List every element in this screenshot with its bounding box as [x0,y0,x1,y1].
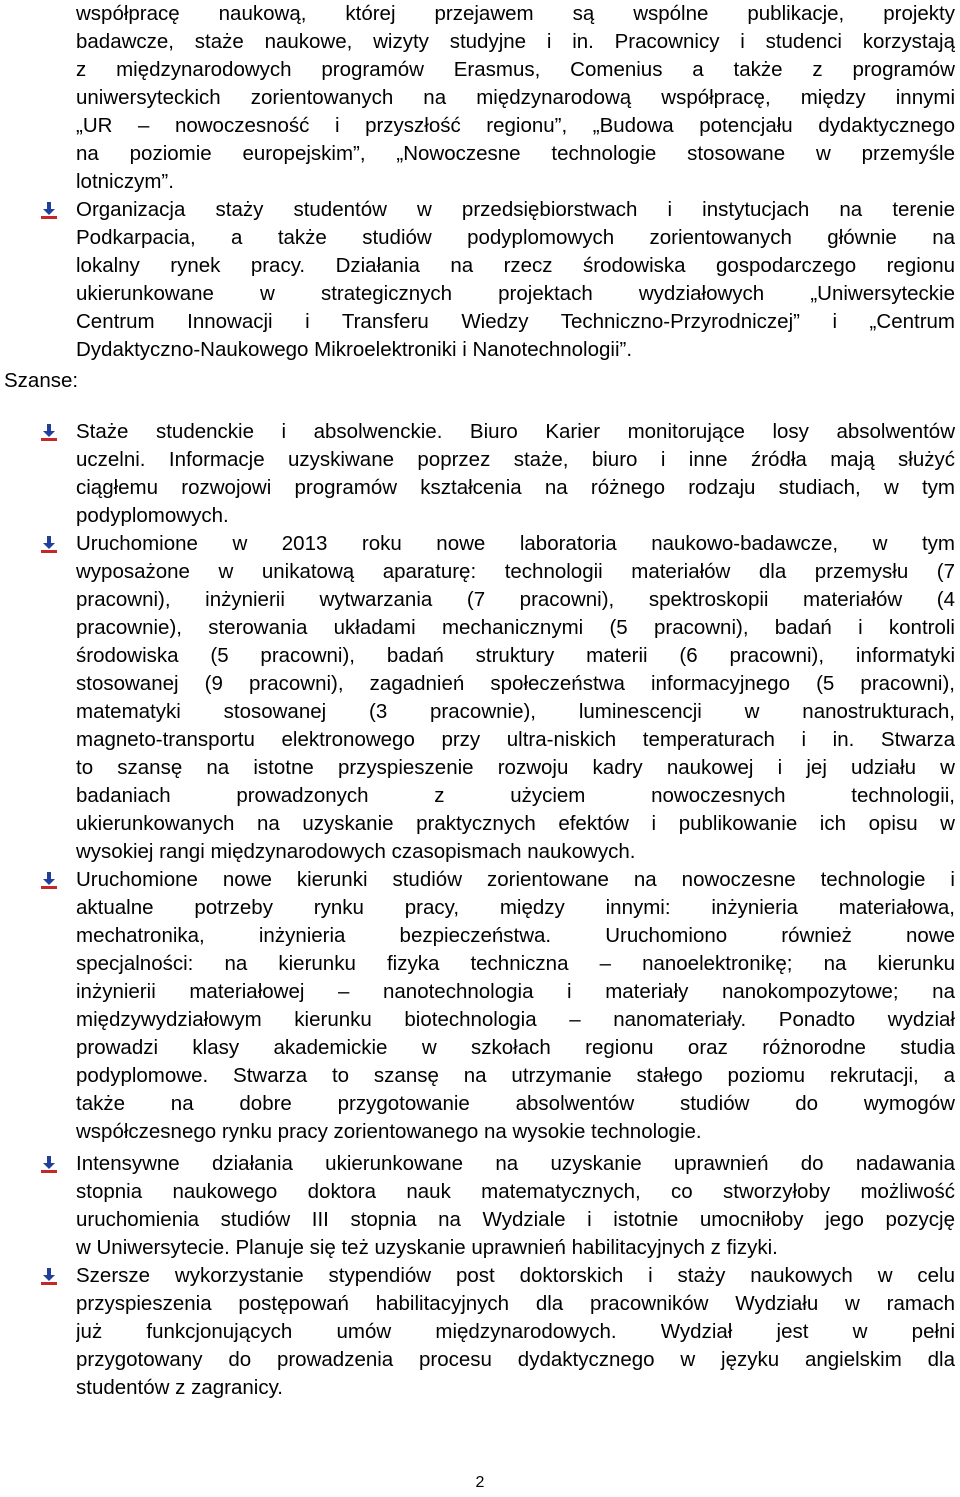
text-line: w Uniwersytecie. Planuje się też uzyskanie uprawnień habilitacyjnych z fizyki. [76,1236,778,1259]
text-line: inżynierii materiałowej – nanotechnologia i materiały nanokompozytowe; na [76,980,955,1003]
text-line: Podkarpacia, a także studiów podyplomowych zorientowanych głównie na [76,226,955,249]
text-line: Organizacja staży studentów w przedsiębiorstwach i instytucjach na terenie [76,198,955,221]
text-line: Dydaktyczno-Naukowego Mikroelektroniki i Nanotechnologii”. [76,338,633,361]
text-line: mechatronika, inżynieria bezpieczeństwa. Uruchomiono również nowe [76,924,955,947]
text-line: wyposażone w unikatową aparaturę: technologii materiałów dla przemysłu (7 [76,560,955,583]
text-line: magneto-transportu elektronowego przy ultra-niskich temperaturach i in. Stwarza [76,728,955,751]
text-line: uruchomienia studiów III stopnia na Wydziale i istotnie umocniłoby jego pozycję [76,1208,955,1231]
text-line: także na dobre przygotowanie absolwentów studiów do wymogów [76,1092,955,1115]
text-line: uniwersyteckich zorientowanych na międzynarodową współpracę, między innymi [76,86,955,109]
text-line: prowadzi klasy akademickie w szkołach regionu oraz różnorodne studia [76,1036,955,1059]
text-line: na poziomie europejskim”, „Nowoczesne technologie stosowane w przemyśle [76,142,955,165]
down-arrow-bullet-icon [40,201,58,219]
text-line: współpracę naukową, której przejawem są wspólne publikacje, projekty [76,2,955,25]
text-line: podyplomowe. Stwarza to szansę na utrzymanie stałego poziomu rekrutacji, a [76,1064,955,1087]
down-arrow-bullet-icon [40,871,58,889]
text-line: specjalności: na kierunku fizyka techniczna – nanoelektronikę; na kierunku [76,952,955,975]
down-arrow-bullet-icon [40,1155,58,1173]
page-number: 2 [475,1474,485,1491]
text-line: matematyki stosowanej (3 pracownie), luminescencji w nanostrukturach, [76,700,955,723]
text-line: lokalny rynek pracy. Działania na rzecz środowiska gospodarczego regionu [76,254,955,277]
text-line: „UR – nowoczesność i przyszłość regionu”, „Budowa potencjału dydaktycznego [76,114,955,137]
text-line: Staże studenckie i absolwenckie. Biuro Karier monitorujące losy absolwentów [76,420,955,443]
text-line: ciągłemu rozwojowi programów kształcenia na różnego rodzaju studiach, w tym [76,476,955,499]
text-line: pracowni), inżynierii wytwarzania (7 pracowni), spektroskopii materiałów (4 [76,588,955,611]
down-arrow-bullet-icon [40,1267,58,1285]
text-line: Uruchomione nowe kierunki studiów zorientowane na nowoczesne technologie i [76,868,955,891]
text-line: środowiska (5 pracowni), badań struktury materii (6 pracowni), informatyki [76,644,955,667]
text-line: przygotowany do prowadzenia procesu dydaktycznego w języku angielskim dla [76,1348,955,1371]
text-line: stosowanej (9 pracowni), zagadnień społeczeństwa informacyjnego (5 pracowni), [76,672,955,695]
text-line: to szansę na istotne przyspieszenie rozwoju kadry naukowej i jej udziału w [76,756,955,779]
text-line: podyplomowych. [76,504,229,527]
text-line: stopnia naukowego doktora nauk matematycznych, co stworzyłoby możliwość [76,1180,955,1203]
text-line: międzywydziałowym kierunku biotechnologia – nanomateriały. Ponadto wydział [76,1008,955,1031]
text-line: Intensywne działania ukierunkowane na uzyskanie uprawnień do nadawania [76,1152,955,1175]
text-line: aktualne potrzeby rynku pracy, między innymi: inżynieria materiałowa, [76,896,955,919]
text-line: ukierunkowane w strategicznych projektach wydziałowych „Uniwersyteckie [76,282,955,305]
text-line: pracownie), sterowania układami mechanicznymi (5 pracowni), badań i kontroli [76,616,955,639]
text-line: lotniczym”. [76,170,174,193]
text-line: wysokiej rangi międzynarodowych czasopismach naukowych. [76,840,636,863]
text-line: współczesnego rynku pracy zorientowanego na wysokie technologie. [76,1120,702,1143]
down-arrow-bullet-icon [40,423,58,441]
text-line: już funkcjonujących umów międzynarodowych. Wydział jest w pełni [76,1320,955,1343]
text-line: uczelni. Informacje uzyskiwane poprzez staże, biuro i inne źródła mają służyć [76,448,955,471]
text-line: badawcze, staże naukowe, wizyty studyjne i in. Pracownicy i studenci korzystają [76,30,955,53]
text-line: Szersze wykorzystanie stypendiów post doktorskich i staży naukowych w celu [76,1264,955,1287]
text-line: przyspieszenia postępowań habilitacyjnych dla pracowników Wydziału w ramach [76,1292,955,1315]
text-line: Uruchomione w 2013 roku nowe laboratoria naukowo-badawcze, w tym [76,532,955,555]
text-line: ukierunkowanych na uzyskanie praktycznych efektów i publikowanie ich opisu w [76,812,955,835]
text-line: Centrum Innowacji i Transferu Wiedzy Techniczno-Przyrodniczej” i „Centrum [76,310,955,333]
text-line: studentów z zagranicy. [76,1376,284,1399]
text-line: z międzynarodowych programów Erasmus, Comenius a także z programów [76,58,955,81]
down-arrow-bullet-icon [40,535,58,553]
text-line: badaniach prowadzonych z użyciem nowoczesnych technologii, [76,784,955,807]
section-heading-opportunities: Szanse: [4,369,79,392]
